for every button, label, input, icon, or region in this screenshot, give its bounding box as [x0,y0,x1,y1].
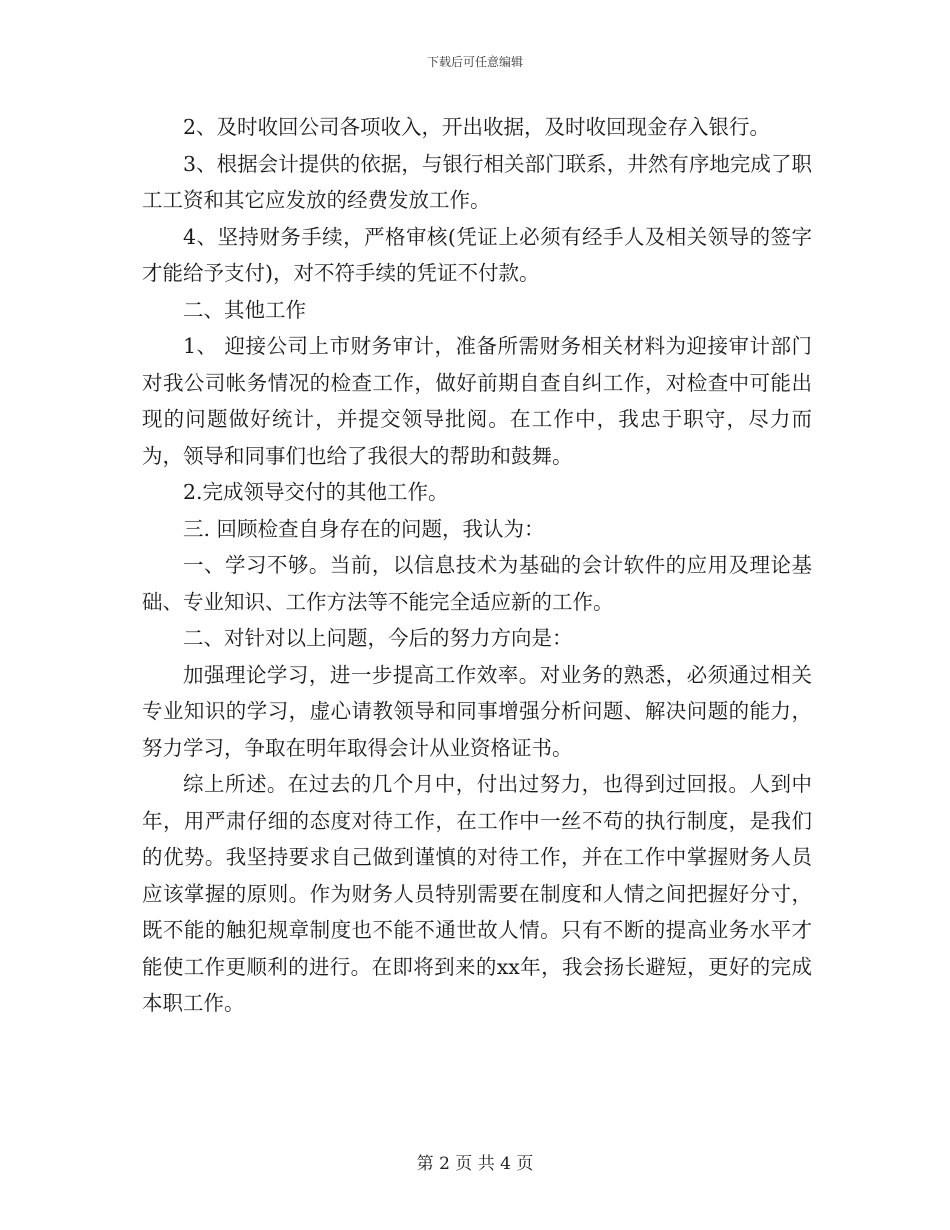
paragraph-strengthen-theory: 加强理论学习，进一步提高工作效率。对业务的熟悉，必须通过相关专业知识的学习，虚心请教领导和同事增强分析问题、解决问题的能力，努力学习，争取在明年取得会计从业资格证书。 [142,662,812,760]
section-heading-other-work: 二、其他工作 [183,297,306,322]
section-heading-review: 三. 回顾检查自身存在的问题，我认为： [183,516,545,541]
page-header: 下载后可任意编辑 [426,55,523,69]
page-number-footer: 第 2 页 共 4 页 [416,1154,534,1174]
paragraph-listing-audit: 1、 迎接公司上市财务审计，准备所需财务相关材料为迎接审计部门对我公司帐务情况的检查工作，做好前期自查自纠工作，对检查中可能出现的问题做好统计，并提交领导批阅。在工作中，我忠于职守，尽力而为，领导和同事们也给了我很大的帮助和鼓舞。 [142,334,812,468]
paragraph-insufficient-study: 一、学习不够。当前，以信息技术为基础的会计软件的应用及理论基础、专业知识、工作方法等不能完全适应新的工作。 [142,553,812,614]
section-heading-direction: 二、对针对以上问题，今后的努力方向是： [183,626,573,650]
paragraph-summary: 综上所述。在过去的几个月中，付出过努力，也得到过回报。人到中年，用严肃仔细的态度对待工作，在工作中一丝不苟的执行制度，是我们的优势。我坚持要求自己做到谨慎的对待工作，并在工作中掌握财务人员应该掌握的原则。作为财务人员特别需要在制度和人情之间把握好分寸，既不能的触犯规章制度也不能不通世故人情。只有不断的提高业务水平才能使工作更顺利的进行。在即将到来的xx年，我会扬长避短，更好的完成本职工作。 [142,772,812,1015]
paragraph-receipts: 2、及时收回公司各项收入，开出收据，及时收回现金存入银行。 [183,115,771,139]
paragraph-other-tasks: 2.完成领导交付的其他工作。 [183,480,449,504]
paragraph-audit-procedure: 4、坚持财务手续，严格审核(凭证上必须有经手人及相关领导的签字才能给予支付)，对不符手续的凭证不付款。 [142,224,812,285]
document-body [142,109,812,1022]
paragraph-payroll: 3、根据会计提供的依据，与银行相关部门联系，井然有序地完成了职工工资和其它应发放的经费发放工作。 [142,151,812,212]
